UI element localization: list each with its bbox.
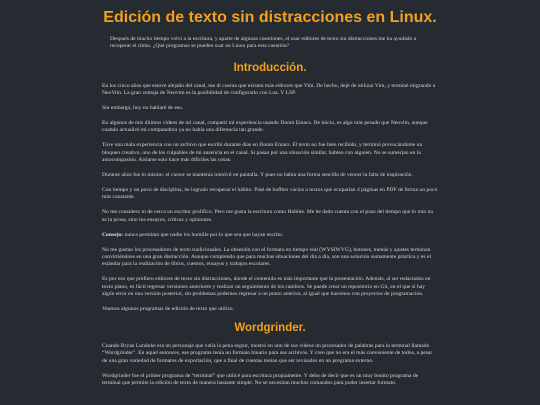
paragraph: No me considero ni de cerca un escritor prolífico. Pero me gusta la escritura como Hobbie. Me he dado cuenta con el paso del tiempo que lo mío no es la prosa, sino los ensayos, críticas y opiniones. [102,209,434,223]
paragraph: Tuve una mala experiencia con un archivo que escribí durante días en Doom Emacs. El texto no fue bien recibido, y terminó provocándome un bloqueo creativo, uno de los culpables de mi ausencia en el canal. Si pasan por una situación similar, hablen con alguien. No se sumerjan en la autocompasión. Aislarse solo hace más difíciles las cosas. [102,142,423,164]
article-body [102,61,438,388]
paragraph: Cuando Bryan Lunduke era un personaje que valía la pena seguir, mostró en uno de sus videos un procesador de palabras para la terminal llamado “Wordgrinder”. En aquel entonces, ese programa tenía un formato binario para sus archivos. Y creo que no era el más conveniente de todos, a pesar de una gran variedad de formatos de exportación, que a final de cuentas tenían que ser revisados en un programa externo. [102,342,433,364]
paragraph: Veamos algunos programas de edición de texto que utilizo. [102,305,234,312]
paragraph: Wordgrinder fue el primer programa de “terminal” que utilicé para escritura propiamente. Y debo de decir que es un muy bonito programa de terminal que permite la edición de texto de manera bastante simple. No se necesitan muchos comandos para poder insertar formato. [102,372,419,386]
paragraph: Con tiempo y un poco de disciplina, he logrado recuperar el hábito. Pasé de buffers vacíos a textos que ocuparían 4 páginas en PDF de forma un poco más constante. [102,186,438,201]
tip-paragraph [102,232,438,239]
section-heading-wordgrinder: Wordgrinder. [234,321,306,334]
page-title: Edición de texto sin distracciones en Linux. [103,9,437,26]
intro-summary: Después de mucho tiempo volví a la escritura, y aparte de algunas cuestiones, el usar editores de texto sin distracciones me ha ayudado a recuperar el ritmo. ¿Qué programas se pueden usar en Linux para esta cuestión? [110,36,417,50]
paragraph: Es por eso que prefiero editores de texto sin distracciones, donde el contenido es más importante que la presentación. Además, al ser redactados en texto plano, es fácil regresar versiones anteriores y realizar un seguimiento de los cambios. Se puede crear un repositorio en Git, en el que si hay algún error en una versión posterior, sin problemas podemos regresar a un punto anterior, al igual que hacemos con proyectos de programación. [102,276,431,298]
tip-text: nunca permitan que nadie los humille por lo que sea que hayan escrito. [123,231,284,238]
paragraph: En algunos de mis últimos videos de mi canal, compartí mi experiencia usando Doom Emacs. De inicio, es algo más pesado que Neovim, aunque cuando actualicé mi computadora ya no había una diferencia tan grande. [102,120,428,134]
paragraph: Durante años fue lo mismo: el cursor se mantenía inmóvil en pantalla. Y pues no había una forma sencilla de vencer la falta de inspiración. [102,172,413,179]
tip-label: Consejo: [102,231,124,238]
section-heading-introduccion: Introducción. [233,61,307,74]
paragraph: Sin embargo, hoy no hablaré de eso. [102,105,184,112]
paragraph: En los cinco años que estuve alejado del canal, me di cuenta que existen más editores que Vim. De hecho, dejé de utilizar Vim, y terminé migrando a NeoVim. La gran ventaja de Neovim es la posibilidad de configurarlo con Lua. Y LSP. [102,82,436,97]
paragraph: No me gustan los procesadores de texto tradicionales. La obsesión con el formato en tiempo real (WYSIWYG), botones, menús y ajustes terminan convirtiéndose en una gran distracción. Aunque comprendo que para muchas situaciones del día a día, son una solución sumamente práctica y es el estándar para la realización de libros, cuentos, ensayos y trabajos escolares. [102,246,431,268]
